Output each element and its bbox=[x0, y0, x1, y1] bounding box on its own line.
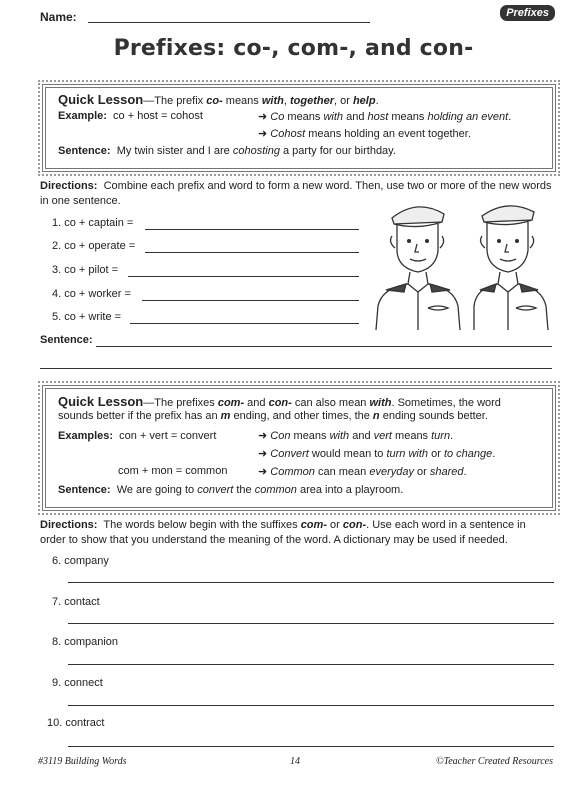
directions-label: Directions: bbox=[40, 519, 98, 531]
answer-line[interactable] bbox=[145, 229, 359, 230]
note-text: Cohost bbox=[270, 128, 306, 140]
note-text: . bbox=[463, 466, 467, 478]
note-text: means bbox=[391, 430, 432, 442]
item-label: 1. co + captain = bbox=[52, 217, 134, 229]
list-item bbox=[52, 264, 118, 276]
lesson2-examples bbox=[58, 430, 216, 442]
lesson1-meaning: with bbox=[261, 95, 284, 107]
page-title: Prefixes: co-, com-, and con- bbox=[113, 36, 474, 61]
note-text: would mean to bbox=[308, 448, 387, 460]
directions-text: or bbox=[326, 519, 343, 531]
note-text: . bbox=[450, 430, 454, 442]
answer-line[interactable] bbox=[145, 252, 359, 253]
note-text: holding an event bbox=[427, 111, 509, 123]
answer-line[interactable] bbox=[68, 705, 554, 706]
answer-line[interactable] bbox=[68, 664, 554, 665]
lesson2-sentence bbox=[58, 484, 403, 496]
lesson2-example-2 bbox=[118, 465, 227, 477]
example-label: Example: bbox=[58, 110, 107, 122]
list-item bbox=[52, 240, 135, 252]
item-label: 6. company bbox=[52, 555, 109, 567]
list-item bbox=[52, 311, 121, 323]
directions-text: com- bbox=[300, 519, 327, 531]
directions-text: . Use each word in a sentence in order to show that you understand the meaning of the word. A dictionary may be used if needed. bbox=[40, 519, 526, 546]
lesson2-note-2 bbox=[258, 447, 495, 460]
note-text: to change bbox=[443, 448, 493, 460]
prefixes-badge: Prefixes bbox=[500, 5, 555, 21]
arrow-icon: ➜ bbox=[258, 466, 268, 478]
answer-line[interactable] bbox=[130, 323, 359, 324]
lesson2-prefix: com- bbox=[217, 397, 245, 409]
footer-right: ©Teacher Created Resources bbox=[435, 756, 553, 767]
answer-line[interactable] bbox=[128, 276, 359, 277]
note-text: or bbox=[413, 466, 430, 478]
pilot-2 bbox=[474, 206, 548, 330]
note-text: Convert bbox=[270, 448, 309, 460]
note-text: can mean bbox=[314, 466, 370, 478]
lesson1-example bbox=[58, 110, 203, 122]
item-label: 3. co + pilot = bbox=[52, 264, 119, 276]
note-text: . bbox=[508, 111, 512, 123]
sentence-text: We are going to bbox=[116, 484, 198, 496]
note-text: Co bbox=[270, 111, 285, 123]
sentence-line[interactable] bbox=[96, 346, 552, 347]
note-text: and bbox=[343, 111, 368, 123]
lesson1-intro bbox=[58, 92, 379, 107]
item-label: 7. contact bbox=[52, 596, 100, 608]
item-label: 5. co + write = bbox=[52, 311, 122, 323]
lesson2-text: sounds better if the prefix has an bbox=[58, 410, 221, 422]
note-text: turn with bbox=[386, 448, 429, 460]
directions-2 bbox=[40, 518, 552, 548]
list-item bbox=[52, 217, 133, 229]
lesson1-meaning: together bbox=[289, 95, 334, 107]
example-text: com + mon = common bbox=[118, 465, 228, 477]
lesson2-line-2 bbox=[58, 410, 488, 422]
name-line bbox=[88, 22, 370, 23]
lesson2-note-3 bbox=[258, 465, 467, 478]
lesson2-line-1 bbox=[58, 394, 501, 409]
directions-label: Directions: bbox=[40, 180, 98, 192]
lesson2-heading: Quick Lesson bbox=[58, 394, 144, 409]
examples-label: Examples: bbox=[58, 430, 114, 442]
list-item bbox=[52, 636, 118, 648]
sentence-label: Sentence: bbox=[58, 484, 111, 496]
lesson1-text: , or bbox=[333, 95, 353, 107]
pilot-1 bbox=[376, 207, 460, 330]
list-item bbox=[52, 555, 109, 567]
note-text: with bbox=[329, 430, 350, 442]
note-text: means bbox=[290, 430, 330, 442]
page-number: 14 bbox=[290, 756, 300, 767]
directions-text: The words below begin with the suffixes bbox=[103, 519, 301, 531]
footer-left: #3119 Building Words bbox=[38, 756, 127, 767]
list-item bbox=[52, 288, 131, 300]
directions-text: con- bbox=[342, 519, 367, 531]
example-text: con + vert = convert bbox=[119, 430, 217, 442]
note-text: and bbox=[349, 430, 374, 442]
lesson2-text: with bbox=[369, 397, 392, 409]
arrow-icon: ➜ bbox=[258, 430, 268, 442]
note-text: or bbox=[428, 448, 444, 460]
lesson2-note-1 bbox=[258, 429, 453, 442]
note-text: means holding an event together. bbox=[305, 128, 471, 140]
note-text: means bbox=[388, 111, 428, 123]
sentence-text: a party for our birthday. bbox=[279, 145, 396, 157]
lesson2-text: . Sometimes, the word bbox=[391, 397, 501, 409]
lesson1-text: means bbox=[222, 95, 262, 107]
sentence-label: Sentence: bbox=[40, 334, 93, 346]
list-item bbox=[52, 677, 103, 689]
arrow-icon: ➜ bbox=[258, 128, 268, 140]
lesson2-prefix: con- bbox=[268, 397, 292, 409]
answer-line[interactable] bbox=[68, 746, 554, 747]
lesson1-text: —The prefix bbox=[143, 95, 207, 107]
lesson2-text: ending, and other times, the bbox=[230, 410, 373, 422]
note-text: everyday bbox=[369, 466, 414, 478]
lesson2-text: m bbox=[220, 410, 231, 422]
item-label: 4. co + worker = bbox=[52, 288, 131, 300]
lesson1-prefix: co- bbox=[206, 95, 223, 107]
note-text: vert bbox=[373, 430, 392, 442]
sentence-text: area into a playroom. bbox=[296, 484, 404, 496]
answer-line[interactable] bbox=[68, 623, 554, 624]
name-label: Name: bbox=[40, 10, 77, 24]
lesson1-heading: Quick Lesson bbox=[58, 92, 144, 107]
note-text: turn bbox=[431, 430, 451, 442]
sentence-text: common bbox=[254, 484, 297, 496]
lesson1-meaning: help bbox=[352, 95, 376, 107]
sentence-line[interactable] bbox=[40, 368, 552, 369]
sentence-text: convert bbox=[197, 484, 234, 496]
answer-line[interactable] bbox=[142, 300, 359, 301]
note-text: shared bbox=[429, 466, 464, 478]
lesson1-text: , bbox=[283, 95, 290, 107]
arrow-icon: ➜ bbox=[258, 111, 268, 123]
lesson1-note-2 bbox=[258, 127, 471, 140]
lesson1-sentence bbox=[58, 145, 396, 157]
note-text: host bbox=[367, 111, 389, 123]
lesson2-text: can also mean bbox=[291, 397, 370, 409]
item-label: 2. co + operate = bbox=[52, 240, 136, 252]
list-item bbox=[52, 596, 100, 608]
item-label: 9. connect bbox=[52, 677, 103, 689]
sentence-text: cohosting bbox=[232, 145, 280, 157]
lesson2-text: —The prefixes bbox=[143, 397, 218, 409]
answer-line[interactable] bbox=[68, 582, 554, 583]
sentence-text: the bbox=[233, 484, 255, 496]
directions-text: Combine each prefix and word to form a new word. Then, use two or more of the new words in one sentence. bbox=[40, 180, 552, 207]
note-text: means bbox=[284, 111, 324, 123]
example-text: co + host = cohost bbox=[113, 110, 203, 122]
sentence-label: Sentence: bbox=[58, 145, 111, 157]
sentence-text: My twin sister and I are bbox=[116, 145, 233, 157]
note-text: Common bbox=[270, 466, 315, 478]
lesson2-text: and bbox=[244, 397, 269, 409]
lesson1-note-1 bbox=[258, 110, 511, 123]
lesson1-text: . bbox=[375, 95, 379, 107]
lesson2-text: n bbox=[372, 410, 380, 422]
note-text: with bbox=[323, 111, 344, 123]
note-text: . bbox=[492, 448, 496, 460]
note-text: Con bbox=[270, 430, 291, 442]
list-item bbox=[47, 717, 104, 729]
arrow-icon: ➜ bbox=[258, 448, 268, 460]
item-label: 10. contract bbox=[47, 717, 105, 729]
pilots-illustration bbox=[372, 196, 562, 330]
item-label: 8. companion bbox=[52, 636, 119, 648]
lesson2-text: ending sounds better. bbox=[379, 410, 488, 422]
